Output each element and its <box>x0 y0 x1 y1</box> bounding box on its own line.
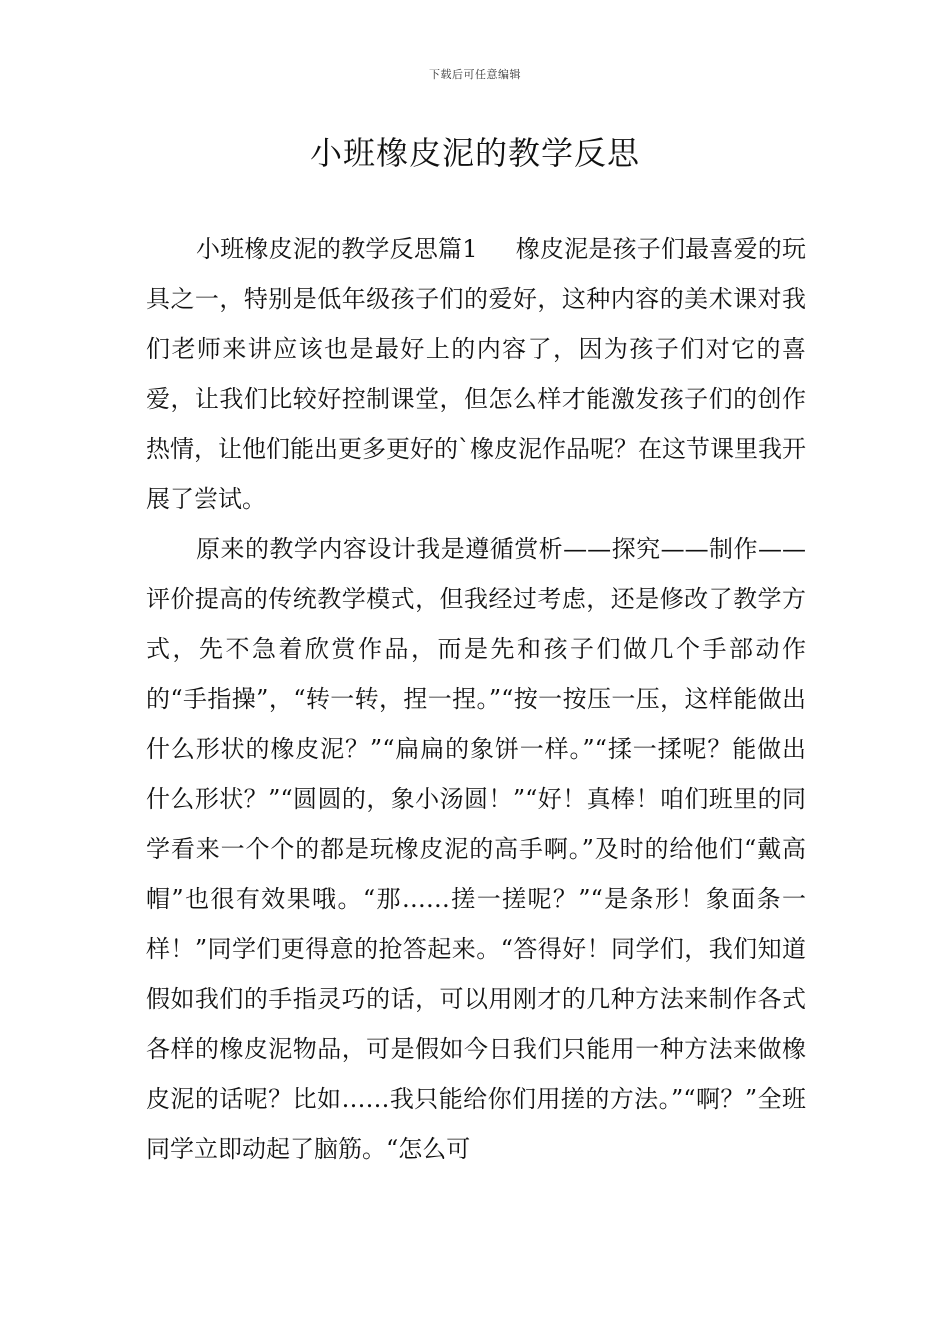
paragraph <box>146 524 806 1174</box>
paragraph <box>146 224 806 524</box>
header-note: 下载后可任意编辑 <box>429 68 521 81</box>
section-heading: 小班橡皮泥的教学反思篇1 <box>196 235 478 263</box>
paragraph-text: 橡皮泥是孩子们最喜爱的玩具之一，特别是低年级孩子们的爱好，这种内容的美术课对我们老师来讲应该也是最好上的内容了，因为孩子们对它的喜爱，让我们比较好控制课堂，但怎么样才能激发孩子们的创作热情，让他们能出更多更好的`橡皮泥作品呢？在这节课里我开展了尝试。 <box>146 235 806 513</box>
page-title: 小班橡皮泥的教学反思 <box>309 134 640 172</box>
paragraph-text: 原来的教学内容设计我是遵循赏析——探究——制作——评价提高的传统教学模式，但我经过考虑，还是修改了教学方式，先不急着欣赏作品，而是先和孩子们做几个手部动作的“手指操”，“转一转，捏一捏。”“按一按压一压，这样能做出什么形状的橡皮泥？”“扁扁的象饼一样。”“揉一揉呢？能做出什么形状？”“圆圆的，象小汤圆！”“好！真棒！咱们班里的同学看来一个个的都是玩橡皮泥的高手啊。”及时的给他们“戴高帽”也很有效果哦。“那……搓一搓呢？”“是条形！象面条一样！”同学们更得意的抢答起来。“答得好！同学们，我们知道假如我们的手指灵巧的话，可以用刚才的几种方法来制作各式各样的橡皮泥物品，可是假如今日我们只能用一种方法来做橡皮泥的话呢？比如……我只能给你们用搓的方法。”“啊？”全班同学立即动起了脑筋。“怎么可 <box>146 535 806 1163</box>
document-body <box>146 224 806 1174</box>
